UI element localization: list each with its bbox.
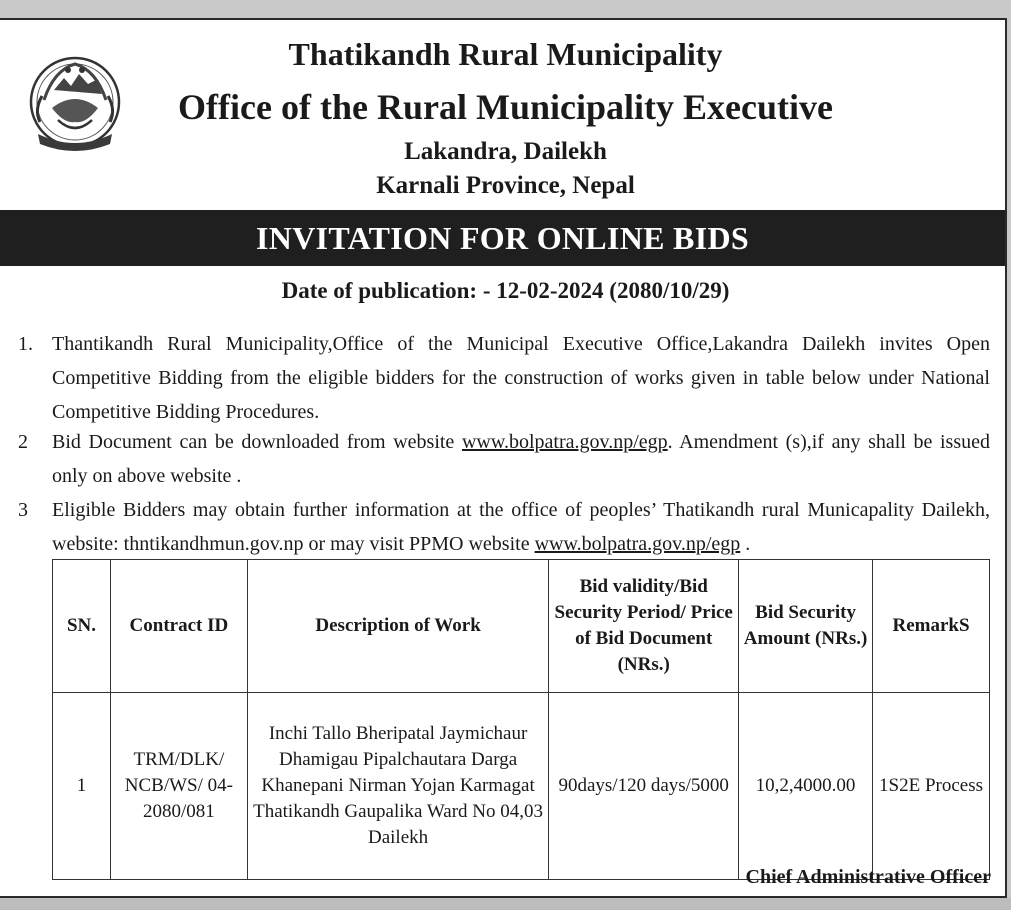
bottom-strip bbox=[0, 898, 1011, 910]
paragraph-number: 2 bbox=[18, 431, 28, 453]
header-remarks: RemarkS bbox=[873, 560, 990, 693]
header-contract-id: Contract ID bbox=[110, 560, 247, 693]
header-bid-security: Bid Security Amount (NRs.) bbox=[739, 560, 873, 693]
cell-bid-security: 10,2,4000.00 bbox=[739, 693, 873, 880]
paragraph-3 bbox=[18, 493, 990, 561]
header-description: Description of Work bbox=[247, 560, 549, 693]
bolpatra-link[interactable]: www.bolpatra.gov.np/egp bbox=[461, 431, 668, 453]
office-name: Office of the Rural Municipality Executive bbox=[178, 87, 833, 127]
paragraph-text-start: Eligible Bidders may obtain further information at the office of peoples’ Thatikandh rural Municapality Dailekh, website: thntikandhmun.gov.np or may visit PPMO website bbox=[52, 499, 990, 555]
paragraph-1 bbox=[18, 327, 990, 429]
paragraph-number: 3 bbox=[18, 499, 28, 521]
paragraph-number: 1. bbox=[18, 333, 33, 355]
table-header-row bbox=[53, 560, 990, 693]
cell-contract-id: TRM/DLK/ NCB/WS/ 04-2080/081 bbox=[110, 693, 247, 880]
ppmo-link[interactable]: www.bolpatra.gov.np/egp bbox=[534, 533, 741, 555]
signoff: Chief Administrative Officer bbox=[745, 866, 991, 888]
paragraph-text-end: . Amendment (s),if any shall be issued only on above website . bbox=[52, 431, 990, 487]
cell-bid-validity: 90days/120 days/5000 bbox=[549, 693, 739, 880]
cell-description: Inchi Tallo Bheripatal Jaymichaur Dhamigau Pipalchautara Darga Khanepani Nirman Yojan Karmagat Thatikandh Gaupalika Ward No 04,03 Dailekh bbox=[247, 693, 549, 880]
notice-header bbox=[0, 20, 1005, 210]
paragraph-text bbox=[52, 425, 990, 493]
cell-sn: 1 bbox=[53, 693, 111, 880]
address-line-1: Lakandra, Dailekh bbox=[404, 138, 607, 165]
publication-date: Date of publication: - 12-02-2024 (2080/10/29) bbox=[281, 278, 730, 303]
cell-remarks: 1S2E Process bbox=[873, 693, 990, 880]
notice-sheet bbox=[0, 18, 1007, 898]
paragraph-text-start: Bid Document can be downloaded from website bbox=[52, 431, 462, 453]
address-line-2: Karnali Province, Nepal bbox=[376, 172, 635, 199]
header-sn: SN. bbox=[53, 560, 111, 693]
notice-title-banner: INVITATION FOR ONLINE BIDS bbox=[0, 210, 1005, 266]
table-row bbox=[53, 693, 990, 880]
paragraph-text bbox=[52, 493, 990, 561]
paragraph-text: Thantikandh Rural Municipality,Office of the Municipal Executive Office,Lakandra Dailekh invites Open Competitive Bidding from the eligible bidders for the construction of works given in table below under National Competitive Bidding Procedures. bbox=[52, 333, 990, 423]
paragraph-text-end: . bbox=[740, 533, 751, 555]
municipality-name: Thatikandh Rural Municipality bbox=[288, 36, 723, 72]
paragraph-2 bbox=[18, 425, 990, 493]
header-bid-validity: Bid validity/Bid Security Period/ Price of Bid Document (NRs.) bbox=[549, 560, 739, 693]
bids-table bbox=[52, 559, 990, 880]
